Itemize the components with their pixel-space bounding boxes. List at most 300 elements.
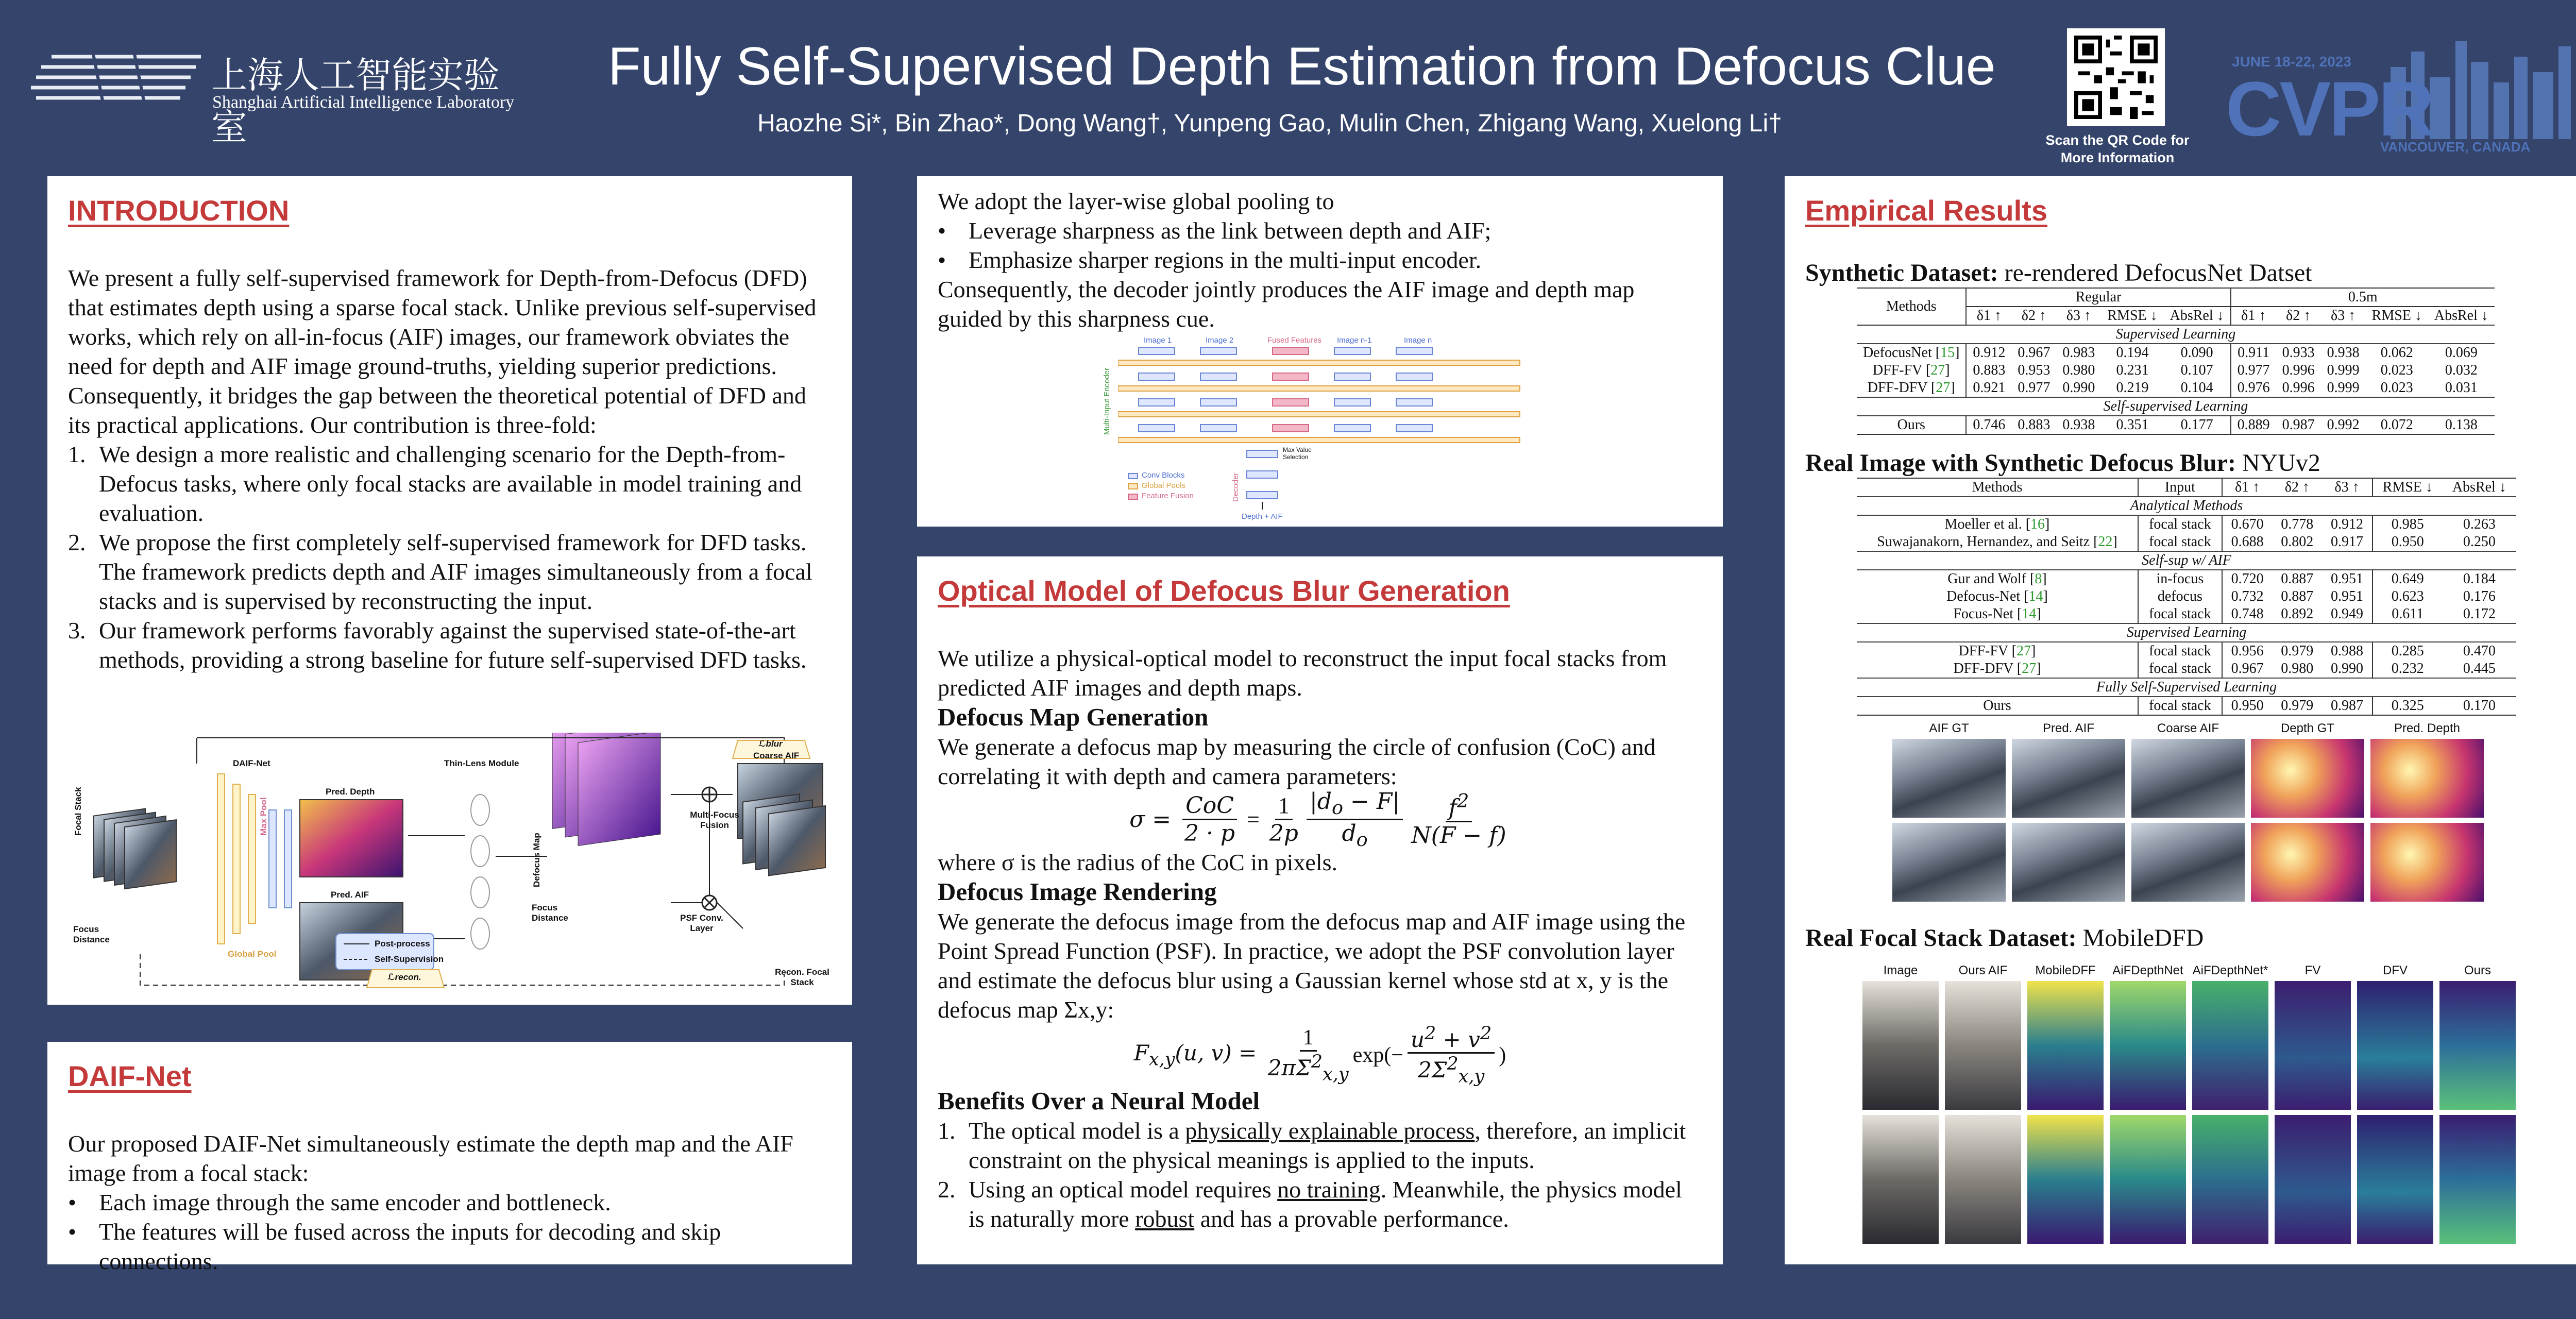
eq-den: N(F − f) <box>1411 822 1506 849</box>
list-item <box>938 1175 1702 1233</box>
nyu-table <box>1857 478 2516 716</box>
table-cell: 0.977 <box>2018 380 2050 396</box>
result-image <box>2357 1115 2433 1244</box>
table-cell: 0.949 <box>2322 605 2372 623</box>
table-cell-method: DFF-DFV [27] <box>1857 660 2138 678</box>
eq-num: 1 <box>1300 1025 1317 1052</box>
table-row <box>1857 605 2516 623</box>
qr-caption-line-1: Scan the QR Code for <box>2045 132 2190 148</box>
table-cell: 0.977 <box>2237 362 2270 378</box>
list-marker: 3. <box>68 617 86 644</box>
table-row <box>1857 697 2516 715</box>
encoder-legend-conv: Conv Blocks <box>1142 471 1185 480</box>
eq-close: ) <box>1499 1043 1506 1067</box>
table-cell: 0.688 <box>2231 534 2264 550</box>
list-marker: 1. <box>938 1118 956 1144</box>
daif-net-paragraph: Our proposed DAIF-Net simultaneously estimate the depth map and the AIF image from a focal stack: <box>68 1130 793 1186</box>
table-cell: 0.883 <box>1973 362 2006 378</box>
table-cell-method: Moeller et al. [16] <box>1857 515 2138 533</box>
table-cell: 0.176 <box>2463 588 2496 604</box>
eq-frac-5 <box>1268 1025 1349 1085</box>
citation: 14 <box>2028 588 2043 604</box>
table-cell-input: focal stack <box>2138 515 2222 533</box>
image-column-label: AIF GT <box>1929 721 1969 735</box>
citation: 27 <box>1936 380 1951 396</box>
method-name: Moeller et al. <box>1944 516 2022 532</box>
results-title: Empirical Results <box>1805 194 2047 227</box>
table-cell-method: DFF-FV [27] <box>1857 642 2138 660</box>
table-cell: 0.953 <box>2018 362 2050 378</box>
table-header-cell: δ1 ↑ <box>2235 479 2260 495</box>
encoder-label-decoder: Decoder <box>1231 472 1240 502</box>
eq-frac-1 <box>1182 792 1237 847</box>
table-cell: 0.938 <box>2327 345 2360 361</box>
fig-label-max-pool: Max Pool <box>259 797 268 836</box>
defocus-map-text: We generate a defocus map by measuring the circle of confusion (CoC) and correlating it with depth and camera parameters: <box>938 734 1656 789</box>
image-column-label: FV <box>2304 963 2321 977</box>
table-cell: 0.138 <box>2445 417 2478 433</box>
table-header-cell: δ1 ↑ <box>2241 308 2266 324</box>
table-header-row <box>1857 478 2516 497</box>
fig-label-l-blur: ℒblur <box>758 739 783 749</box>
table-cell: 0.979 <box>2281 698 2314 714</box>
method-name: DFF-DFV <box>1953 661 2013 677</box>
list-text: Our framework performs favorably against the supervised state-of-the-art methods, providing a strong baseline for future self-supervised DFD tasks. <box>99 617 807 673</box>
list-text: Leverage sharpness as the link between depth and AIF; <box>969 217 1492 244</box>
nyu-heading-bold: Real Image with Synthetic Defocus Blur: <box>1805 449 2236 477</box>
benefit-2-a: Using an optical model requires <box>969 1176 1278 1203</box>
table-cell: 0.987 <box>2282 417 2315 433</box>
table-cell-method: DFF-DFV [27] <box>1857 379 1966 397</box>
eq-den: 2 · p <box>1184 820 1235 847</box>
table-cell-method: DefocusNet [15] <box>1857 344 1966 362</box>
list-text: We propose the first completely self-supervised framework for DFD tasks. The framework predicts depth and AIF images simultaneously from a focal stacks and is supervised by reconstructing the input. <box>99 529 812 614</box>
table-cell: 0.072 <box>2380 417 2413 433</box>
pipeline-diagram <box>63 733 836 995</box>
result-image <box>2251 739 2364 818</box>
table-cell: 0.107 <box>2164 362 2231 379</box>
table-section-label: Supervised Learning <box>1857 623 2516 642</box>
mobiledfd-heading <box>1805 923 2204 953</box>
nyu-heading-rest: NYUv2 <box>2235 449 2320 477</box>
result-image <box>1892 823 2006 902</box>
result-image <box>2012 739 2125 818</box>
intro-list <box>68 439 832 674</box>
fig-label-recon: Recon. Focal Stack <box>775 967 829 987</box>
benefit-1-b: , therefore, an implicit constraint on the physical meanings is applied to the inputs. <box>969 1118 1686 1173</box>
citation: 14 <box>2022 606 2037 622</box>
result-image <box>2012 823 2125 902</box>
table-header-cell: δ1 ↑ <box>1976 308 2002 324</box>
encoder-label-image-n: Image n <box>1404 336 1432 345</box>
defocus-rendering-heading: Defocus Image Rendering <box>938 877 1217 906</box>
benefit-1-a: The optical model is a <box>969 1118 1185 1144</box>
list-marker: • <box>68 1219 77 1245</box>
pooling-list <box>938 216 1702 275</box>
table-cell: 0.263 <box>2463 516 2496 532</box>
table-cell-method: Suwajanakorn, Hernandez, and Seitz [22] <box>1857 533 2138 551</box>
eq-frac-3 <box>1307 788 1403 851</box>
fig-legend-post-process: Post-process <box>375 939 430 949</box>
result-image <box>2275 981 2351 1110</box>
list-text: Each image through the same encoder and bottleneck. <box>99 1189 611 1215</box>
table-header-cell: δ2 ↑ <box>2286 308 2311 324</box>
synthetic-table <box>1857 288 2495 435</box>
table-cell: 0.062 <box>2380 345 2413 361</box>
table-cell: 0.351 <box>2116 417 2149 433</box>
image-column-label: Image <box>1883 963 1918 977</box>
table-cell: 0.170 <box>2463 698 2496 714</box>
eq-sigma: σ = <box>1129 806 1179 833</box>
defocus-rendering-text: We generate the defocus image from the defocus map and AIF image using the Point Spread Function (PSF). In practice, we adopt the PSF convolution layer and estimate the defocus blur using a Gaussian kernel whose std at x, y is the defocus map Σx,y: <box>938 908 1686 1023</box>
results-panel <box>1785 176 2576 1264</box>
table-cell: 0.999 <box>2327 380 2360 396</box>
table-cell: 0.996 <box>2282 380 2315 396</box>
table-cell-method: Ours <box>1857 416 1966 434</box>
eq-den: 2p <box>1269 820 1298 847</box>
eq-den: $2\Sigma^2_{x,y}$ <box>1417 1054 1485 1087</box>
optical-model-title: Optical Model of Defocus Blur Generation <box>938 574 1510 607</box>
encoder-label-output: Depth + AIF <box>1242 512 1283 521</box>
list-text: We design a more realistic and challenging scenario for the Depth-from-Defocus tasks, where only focal stacks are available in model training and evaluation. <box>99 441 802 526</box>
coc-equation <box>938 788 1702 851</box>
table-cell-input: focal stack <box>2138 605 2222 623</box>
table-cell: 0.720 <box>2231 571 2264 587</box>
table-section-label: Fully Self-Supervised Learning <box>1857 678 2516 697</box>
result-image <box>2192 981 2268 1110</box>
citation: 15 <box>1940 345 1955 361</box>
table-cell: 0.912 <box>1973 345 2006 361</box>
introduction-panel <box>47 176 852 1005</box>
list-item <box>68 528 832 616</box>
result-image <box>2251 823 2364 902</box>
table-section-row <box>1857 623 2516 642</box>
result-image <box>2027 1115 2104 1244</box>
table-header-cell: AbsRel ↓ <box>2434 308 2488 324</box>
eq-num: $u^2 + v^2$ <box>1408 1023 1495 1054</box>
table-cell: 0.911 <box>2238 345 2270 361</box>
fig-label-defocus-map: Defocus Map <box>532 833 541 887</box>
psf-equation <box>938 1024 1702 1086</box>
citation: 27 <box>2016 643 2031 659</box>
table-cell: 0.746 <box>1973 417 2006 433</box>
benefit-2-b: . Meanwhile, the physics model is naturally more <box>969 1176 1682 1232</box>
table-cell: 0.999 <box>2327 362 2360 378</box>
nyu-heading <box>1805 448 2570 478</box>
table-cell: 0.921 <box>1973 380 2006 396</box>
table-cell-method <box>1857 697 2138 715</box>
table-cell-method: Focus-Net [14] <box>1857 605 2138 623</box>
table-cell: 0.990 <box>2062 380 2095 396</box>
nyu-table-body <box>1857 497 2516 715</box>
table-header-cell: Methods <box>1857 478 2138 497</box>
table-header-cell: RMSE ↓ <box>2107 308 2158 324</box>
encoder-label-encoder: Multi-Input Encoder <box>1103 367 1111 435</box>
qr-code-icon <box>2074 36 2158 119</box>
result-image <box>2131 823 2245 902</box>
fig-label-focus-distance-2: Focus Distance <box>532 903 568 923</box>
table-cell-input: defocus <box>2138 588 2222 605</box>
table-row <box>1857 515 2516 533</box>
daif-net-list <box>68 1188 832 1276</box>
poster-title: Fully Self-Supervised Depth Estimation from Defocus Clue <box>608 37 1996 96</box>
optical-model-panel <box>917 556 1723 1264</box>
fig-label-pred-aif: Pred. AIF <box>331 890 369 900</box>
fig-label-focus-distance: Focus Distance <box>73 924 110 944</box>
table-cell: 0.917 <box>2322 533 2372 551</box>
result-image <box>2439 981 2516 1110</box>
nyu-grid-images <box>1889 739 2487 907</box>
table-cell: 0.883 <box>2018 417 2050 433</box>
table-section-row <box>1857 678 2516 697</box>
table-header-cell: RMSE ↓ <box>2371 308 2422 324</box>
fig-label-coarse-aif: Coarse AIF <box>753 751 800 760</box>
table-cell: 0.031 <box>2445 380 2478 396</box>
table-header-cell: δ2 ↑ <box>2021 308 2046 324</box>
table-cell: 0.670 <box>2231 516 2264 532</box>
result-image <box>1945 981 2021 1110</box>
nyu-image-grid <box>1889 721 2487 907</box>
table-cell: 0.232 <box>2391 661 2424 677</box>
result-image <box>1945 1115 2021 1244</box>
table-cell: 0.933 <box>2282 345 2315 361</box>
encoder-label-image-1: Image 1 <box>1144 336 1172 345</box>
result-image <box>1892 739 2006 818</box>
eq-num: 1 <box>1275 792 1293 820</box>
table-row <box>1857 588 2516 605</box>
daif-net-panel <box>47 1042 852 1274</box>
encoder-legend-pool: Global Pools <box>1142 481 1186 490</box>
eq-den: $d_o$ <box>1342 820 1368 851</box>
synthetic-heading <box>1805 258 2570 288</box>
list-marker: 2. <box>68 529 86 555</box>
eq-num: $|d_o - F|$ <box>1307 788 1403 820</box>
encoder-figure <box>1103 332 1530 522</box>
eq-frac-2 <box>1269 792 1298 847</box>
list-item <box>68 1217 832 1276</box>
table-cell: 0.950 <box>2231 698 2264 714</box>
method-name: Ours <box>1983 698 2011 714</box>
table-cell-input: focal stack <box>2138 533 2222 551</box>
image-column-label: AiFDepthNet <box>2112 963 2183 977</box>
table-cell: 0.950 <box>2391 534 2424 550</box>
eq-frac-4 <box>1411 790 1506 849</box>
result-image <box>2027 981 2104 1110</box>
lab-name-en: Shanghai Artificial Intelligence Laboratory <box>212 93 515 112</box>
defocus-map-heading: Defocus Map Generation <box>938 703 1209 731</box>
encoder-label-max-value: Max Value Selection <box>1283 446 1312 461</box>
table-cell: 0.649 <box>2391 571 2424 587</box>
synthetic-heading-rest: re-rendered DefocusNet Datset <box>1998 259 2312 286</box>
cvpr-place: VANCOUVER, CANADA <box>2380 139 2531 155</box>
table-cell: 0.988 <box>2322 642 2372 660</box>
list-text <box>969 1116 1702 1175</box>
table-cell: 0.231 <box>2116 362 2149 378</box>
pipeline-figure <box>63 733 836 995</box>
list-text: Emphasize sharper regions in the multi-input encoder. <box>969 247 1482 273</box>
method-name: Defocus-Net <box>1946 588 2021 604</box>
table-section-row <box>1857 325 2495 344</box>
fig-label-l-recon: ℒrecon. <box>387 972 421 982</box>
synthetic-heading-bold: Synthetic Dataset: <box>1805 259 1998 286</box>
table-cell: 0.184 <box>2463 571 2496 587</box>
result-image <box>2192 1115 2268 1244</box>
table-header-cell: δ3 ↑ <box>2322 478 2372 497</box>
table-cell: 0.892 <box>2281 606 2314 622</box>
image-column-label: DFV <box>2383 963 2408 977</box>
table-cell: 0.912 <box>2322 515 2372 533</box>
qr-caption-line-2: More Information <box>2060 150 2175 165</box>
table-cell: 0.889 <box>2237 417 2270 433</box>
image-column-label: AiFDepthNet* <box>2192 963 2268 977</box>
list-item <box>68 616 832 674</box>
table-cell: 0.172 <box>2463 606 2496 622</box>
table-cell: 0.979 <box>2281 643 2314 659</box>
pooling-panel <box>917 176 1723 527</box>
table-cell: 0.023 <box>2380 362 2413 378</box>
table-cell: 0.980 <box>2281 661 2314 677</box>
pooling-conclusion: Consequently, the decoder jointly produces the AIF image and depth map guided by this sharpness cue. <box>938 276 1635 332</box>
method-name: Suwajanakorn, Hernandez, and Seitz <box>1877 534 2090 550</box>
list-item <box>938 1116 1702 1175</box>
fig-label-daif-net: DAIF-Net <box>233 758 270 768</box>
table-section-row <box>1857 397 2495 416</box>
image-column-label: Ours AIF <box>1958 963 2008 977</box>
eq-lhs: $F_{x,y}(u$, v) = <box>1133 1040 1264 1070</box>
result-image <box>2357 981 2433 1110</box>
table-cell: 0.611 <box>2392 606 2424 622</box>
list-item <box>938 245 1702 275</box>
qr-code[interactable] <box>2067 28 2165 126</box>
encoder-label-image-2: Image 2 <box>1206 336 1234 345</box>
table-cell: 0.250 <box>2463 534 2496 550</box>
fig-label-focal-stack: Focal Stack <box>73 787 83 836</box>
table-cell: 0.748 <box>2231 606 2264 622</box>
table-row <box>1857 660 2516 678</box>
eq-num: CoC <box>1182 792 1237 820</box>
table-cell-input: focal stack <box>2138 660 2222 678</box>
citation: 27 <box>1930 362 1945 378</box>
citation: 16 <box>2030 516 2045 532</box>
benefit-2-c: and has a provable performance. <box>1194 1206 1509 1232</box>
method-name: DFF-FV <box>1872 362 1922 378</box>
table-header-cell: Regular <box>1966 288 2230 307</box>
mobiledfd-grid-images <box>1859 981 2519 1249</box>
encoder-legend-fuse: Feature Fusion <box>1142 492 1194 500</box>
result-image <box>1862 981 1939 1110</box>
benefit-2-underline-2: robust <box>1135 1206 1195 1232</box>
result-image <box>2370 739 2484 818</box>
table-row <box>1857 533 2516 551</box>
list-item <box>68 439 832 528</box>
image-column-label: Pred. AIF <box>2042 721 2095 735</box>
table-cell-input: in-focus <box>2138 570 2222 588</box>
eq-num: $f^2$ <box>1446 790 1472 823</box>
table-section-label: Self-sup w/ AIF <box>1857 551 2516 570</box>
author-list: Haozhe Si*, Bin Zhao*, Dong Wang†, Yunpeng Gao, Mulin Chen, Zhigang Wang, Xuelong Li† <box>757 110 1782 137</box>
lab-logo-icon <box>31 41 206 113</box>
encoder-label-fused: Fused Features <box>1267 336 1322 345</box>
encoder-label-image-n-1: Image n-1 <box>1337 336 1372 345</box>
lab-name-cn: 上海人工智能实验室 <box>211 54 500 148</box>
table-cell: 0.194 <box>2116 345 2149 361</box>
table-cell: 0.104 <box>2164 379 2231 397</box>
table-section-label: Self-supervised Learning <box>1857 397 2495 416</box>
table-cell: 0.951 <box>2322 588 2372 605</box>
table-cell: 0.887 <box>2281 588 2314 604</box>
eq-equals: = <box>1241 806 1265 832</box>
fig-label-global-pool: Global Pool <box>228 949 277 959</box>
result-image <box>2439 1115 2516 1244</box>
table-header-cell: Input <box>2138 478 2222 497</box>
daif-net-title: DAIF-Net <box>68 1060 192 1092</box>
table-header-cell: AbsRel ↓ <box>2164 307 2231 325</box>
table-cell-input: focal stack <box>2138 642 2222 660</box>
table-header-cell: AbsRel ↓ <box>2452 479 2506 495</box>
table-row <box>1857 379 2495 397</box>
list-marker: • <box>938 217 946 244</box>
list-item <box>938 216 1702 245</box>
table-cell: 0.732 <box>2231 588 2264 604</box>
mobiledfd-heading-bold: Real Focal Stack Dataset: <box>1805 924 2077 952</box>
mobiledfd-image-grid <box>1859 963 2519 1252</box>
table-cell: 0.325 <box>2391 698 2424 714</box>
table-header-cell: δ3 ↑ <box>2331 308 2356 324</box>
list-marker: 2. <box>938 1176 956 1203</box>
result-image <box>2110 1115 2186 1244</box>
list-marker: 1. <box>68 441 86 467</box>
table-header-cell: 0.5m <box>2231 288 2495 307</box>
table-cell: 0.980 <box>2062 362 2095 378</box>
method-name: DFF-DFV <box>1867 380 1927 396</box>
fig-label-pred-depth: Pred. Depth <box>326 787 375 797</box>
defocus-map-note: where σ is the radius of the CoC in pixels. <box>938 849 1338 875</box>
image-column-label: Coarse AIF <box>2157 721 2219 735</box>
table-cell: 0.938 <box>2062 417 2095 433</box>
result-image <box>2370 823 2484 902</box>
table-section-label: Analytical Methods <box>1857 497 2516 515</box>
eq-den: $2\pi\Sigma^2_{x,y}$ <box>1267 1052 1349 1085</box>
table-cell-method: DFF-FV [27] <box>1857 362 1966 379</box>
benefits-heading: Benefits Over a Neural Model <box>938 1087 1260 1115</box>
table-cell: 0.887 <box>2281 571 2314 587</box>
table-cell: 0.956 <box>2231 643 2264 659</box>
table-cell: 0.090 <box>2164 344 2231 362</box>
image-column-label: Ours <box>2464 963 2491 977</box>
table-cell: 0.983 <box>2062 345 2095 361</box>
mobiledfd-grid-labels <box>1859 963 2519 981</box>
benefit-1-underline: physically explainable process <box>1185 1118 1475 1144</box>
citation: 27 <box>2022 661 2037 677</box>
image-column-label: MobileDFF <box>2035 963 2096 977</box>
table-cell: 0.802 <box>2281 534 2314 550</box>
table-row <box>1857 570 2516 588</box>
table-cell: 0.778 <box>2281 516 2314 532</box>
method-name: DefocusNet <box>1863 345 1932 361</box>
cvpr-logo <box>2226 31 2576 155</box>
fig-legend-self-supervision: Self-Supervision <box>375 954 444 964</box>
fig-label-thin-lens: Thin-Lens Module <box>444 758 519 768</box>
table-cell: 0.445 <box>2463 661 2496 677</box>
table-section-row <box>1857 551 2516 570</box>
table-cell-input: focal stack <box>2138 697 2222 715</box>
table-cell: 0.996 <box>2282 362 2315 378</box>
result-image <box>1862 1115 1939 1244</box>
table-header-row <box>1857 288 2495 307</box>
table-header-cell: Methods <box>1857 288 1966 325</box>
benefits-list <box>938 1116 1702 1233</box>
table-cell: 0.285 <box>2391 643 2424 659</box>
